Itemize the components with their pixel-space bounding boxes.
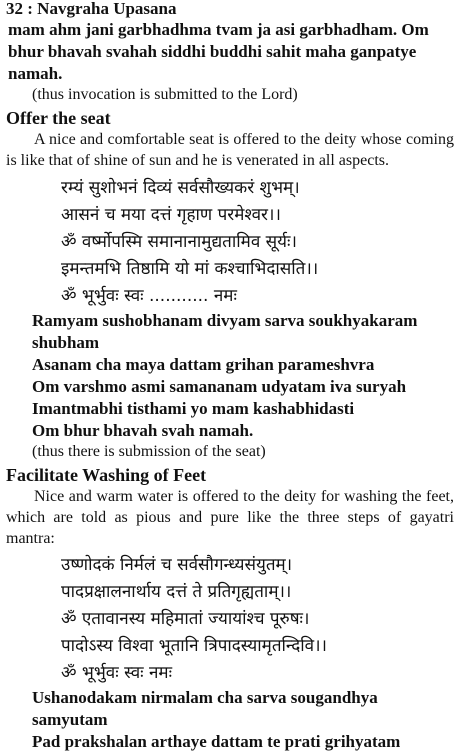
invocation-line-1: mam ahm jani garbhadhma tvam ja asi garbhadham. Om <box>8 20 429 39</box>
seat-verse-line-4: इमन्तमभि तिष्ठामि यो मां कश्चाभिदासति।। <box>61 259 319 279</box>
seat-translit-line-2: Asanam cha maya dattam grihan parameshvra <box>32 355 375 374</box>
seat-verse-line-5: ॐ भूर्भुवः स्वः ........... नमः <box>61 286 237 306</box>
seat-description: A nice and comfortable seat is offered to the deity whose coming is like that of shine of sun and he is venerated in all aspects. <box>6 131 454 169</box>
invocation-mantra <box>6 19 454 85</box>
feet-verse-line-2: पादप्रक्षालनार्थाय दत्तं ते प्रतिगृह्यताम्।। <box>61 582 292 602</box>
running-head: 32 : Navgraha Upasana <box>6 0 177 18</box>
seat-note: (thus there is submission of the seat) <box>32 443 266 460</box>
feet-description: Nice and warm water is offered to the deity for washing the feet, which are told as pious and pure like the three steps of gayatri mantra: <box>6 488 454 547</box>
section-heading-feet: Facilitate Washing of Feet <box>6 465 207 485</box>
feet-sanskrit-verse <box>6 552 454 687</box>
feet-translit-line-2: Pad prakshalan arthaye dattam te prati grihyatam <box>32 732 401 751</box>
feet-verse-line-1: उष्णोदकं निर्मलं च सर्वसौगन्ध्यसंयुतम्। <box>61 555 293 575</box>
feet-verse-line-3: ॐ एतावानस्य महिमातां ज्यायांश्च पूरुषः। <box>61 609 310 629</box>
invocation-line-3: namah. <box>8 64 63 83</box>
seat-verse-line-1: रम्यं सुशोभनं दिव्यं सर्वसौख्यकरं शुभम्। <box>61 178 300 198</box>
feet-verse-line-4: पादोऽस्य विश्वा भूतानि त्रिपादस्यामृतन्दिवि।। <box>61 636 327 656</box>
feet-verse-line-5: ॐ भूर्भुवः स्वः नमः <box>61 663 173 683</box>
feet-translit-line-1: Ushanodakam nirmalam cha sarva sougandhya samyutam <box>32 688 378 729</box>
feet-transliteration <box>6 687 454 753</box>
seat-sanskrit-verse <box>6 175 454 310</box>
seat-translit-line-4: Imantmabhi tisthami yo mam kashabhidasti <box>32 399 355 418</box>
seat-verse-line-3: ॐ वर्ष्मोपस्मि समानानामुद्यतामिव सूर्यः। <box>61 232 297 252</box>
section-heading-seat: Offer the seat <box>6 108 111 128</box>
seat-translit-line-1: Ramyam sushobhanam divyam sarva soukhyakaram shubham <box>32 311 418 352</box>
seat-verse-line-2: आसनं च मया दत्तं गृहाण परमेश्वर।। <box>61 205 281 225</box>
seat-translit-line-5: Om bhur bhavah svah namah. <box>32 421 254 440</box>
invocation-note: (thus invocation is submitted to the Lord) <box>32 86 298 103</box>
seat-transliteration <box>6 310 454 442</box>
seat-translit-line-3: Om varshmo asmi samananam udyatam iva suryah <box>32 377 407 396</box>
invocation-line-2: bhur bhavah svahah siddhi buddhi sahit maha ganpatye <box>8 42 417 61</box>
